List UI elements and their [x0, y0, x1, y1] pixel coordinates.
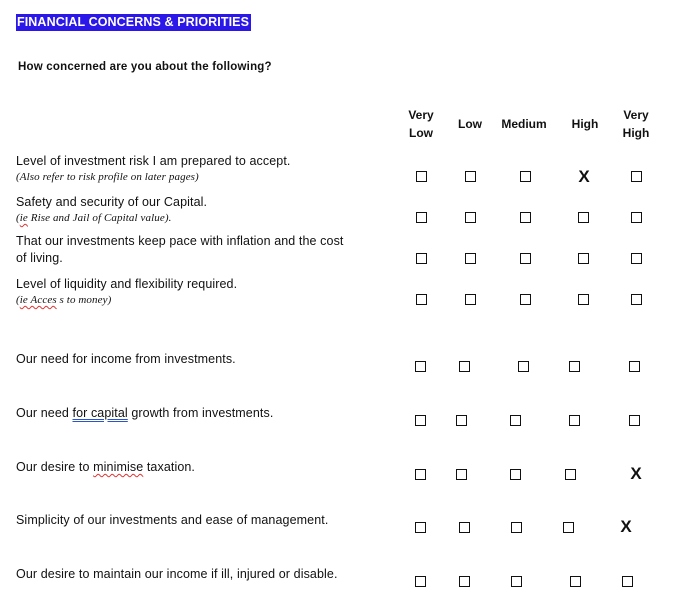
- row-label-part: Our need: [16, 406, 73, 420]
- row-label-text: Level of investment risk I am prepared to accept.: [16, 154, 291, 168]
- row-note: (Also refer to risk profile on later pages): [16, 171, 199, 183]
- row-label-part-spellcheck: minimise: [93, 460, 144, 474]
- checkbox-safety-very-high[interactable]: [631, 212, 642, 223]
- checkbox-income-very-low[interactable]: [415, 361, 426, 372]
- note-ie: ie: [19, 212, 28, 224]
- checkbox-protection-low[interactable]: [459, 576, 470, 587]
- checkbox-risk-low[interactable]: [465, 171, 476, 182]
- row-label-text: Level of liquidity and flexibility required.: [16, 277, 238, 291]
- checkbox-safety-low[interactable]: [465, 212, 476, 223]
- checkbox-liquidity-medium[interactable]: [520, 294, 531, 305]
- row-label-part: taxation.: [143, 460, 195, 474]
- checkbox-inflation-very-low[interactable]: [416, 253, 427, 264]
- row-label-part: Our desire to: [16, 460, 94, 474]
- section-title: FINANCIAL CONCERNS & PRIORITIES: [17, 15, 250, 29]
- note-open-paren: (: [16, 294, 20, 306]
- row-label-text-line2: of living.: [16, 251, 63, 265]
- row-label-liquidity: [16, 276, 237, 307]
- checkbox-liquidity-high[interactable]: [578, 294, 589, 305]
- row-label-taxation: [16, 459, 195, 476]
- row-label-income-protection: Our desire to maintain our income if ill, injured or disable.: [16, 567, 338, 581]
- checkbox-safety-medium[interactable]: [520, 212, 531, 223]
- checkbox-income-high[interactable]: [569, 361, 580, 372]
- checkbox-simplicity-medium[interactable]: [511, 522, 522, 533]
- row-note: [16, 293, 237, 307]
- checkbox-inflation-low[interactable]: [465, 253, 476, 264]
- checkbox-growth-low[interactable]: [456, 415, 467, 426]
- row-label-income: Our need for income from investments.: [16, 352, 236, 366]
- checkbox-simplicity-high[interactable]: [563, 522, 574, 533]
- column-header-line: Low: [409, 126, 433, 140]
- column-header-very-high: [615, 106, 657, 142]
- note-open-paren: (: [16, 212, 20, 224]
- row-label-part-underlined: for capital: [72, 406, 128, 420]
- checkbox-tax-high[interactable]: [565, 469, 576, 480]
- row-note: [16, 211, 207, 225]
- checkbox-tax-low[interactable]: [456, 469, 467, 480]
- note-rest: s to money): [56, 294, 112, 306]
- checkbox-protection-medium[interactable]: [511, 576, 522, 587]
- checkbox-protection-very-high[interactable]: [622, 576, 633, 587]
- column-header-line: Very: [623, 108, 649, 122]
- checkbox-risk-very-high[interactable]: [631, 171, 642, 182]
- checkbox-inflation-high[interactable]: [578, 253, 589, 264]
- row-label-simplicity: Simplicity of our investments and ease of management.: [16, 513, 329, 527]
- checkbox-growth-very-low[interactable]: [415, 415, 426, 426]
- row-label-capital-growth: [16, 405, 273, 422]
- row-label-capital-safety: [16, 194, 207, 225]
- checkbox-risk-medium[interactable]: [520, 171, 531, 182]
- checkbox-simplicity-low[interactable]: [459, 522, 470, 533]
- row-label-part: growth from investments.: [127, 406, 274, 420]
- checkbox-risk-very-low[interactable]: [416, 171, 427, 182]
- column-header-line: High: [622, 126, 650, 140]
- checkbox-liquidity-low[interactable]: [465, 294, 476, 305]
- checkbox-simplicity-very-low[interactable]: [415, 522, 426, 533]
- checkbox-simplicity-very-high-x-mark[interactable]: X: [620, 517, 632, 536]
- checkbox-tax-medium[interactable]: [510, 469, 521, 480]
- question-heading: How concerned are you about the following?: [18, 61, 272, 73]
- checkbox-growth-high[interactable]: [569, 415, 580, 426]
- column-header-low: Low: [458, 117, 482, 131]
- checkbox-liquidity-very-low[interactable]: [416, 294, 427, 305]
- checkbox-safety-very-low[interactable]: [416, 212, 427, 223]
- note-rest: Rise and Jail of Capital value).: [27, 212, 172, 224]
- row-label-inflation: [16, 233, 344, 267]
- column-header-medium: Medium: [501, 117, 547, 131]
- checkbox-liquidity-very-high[interactable]: [631, 294, 642, 305]
- checkbox-inflation-medium[interactable]: [520, 253, 531, 264]
- note-ie: ie Acces: [19, 294, 57, 306]
- checkbox-tax-very-high-x-mark[interactable]: X: [630, 464, 642, 483]
- checkbox-growth-medium[interactable]: [510, 415, 521, 426]
- row-label-investment-risk: [16, 153, 290, 184]
- checkbox-income-very-high[interactable]: [629, 361, 640, 372]
- column-header-very-low: [400, 106, 442, 142]
- checkbox-inflation-very-high[interactable]: [631, 253, 642, 264]
- checkbox-protection-very-low[interactable]: [415, 576, 426, 587]
- checkbox-income-low[interactable]: [459, 361, 470, 372]
- column-header-line: Very: [408, 108, 434, 122]
- checkbox-risk-high-x-mark[interactable]: X: [578, 167, 590, 186]
- checkbox-protection-high[interactable]: [570, 576, 581, 587]
- column-header-high: High: [571, 117, 599, 131]
- row-label-text: That our investments keep pace with inflation and the cost: [16, 234, 344, 248]
- checkbox-safety-high[interactable]: [578, 212, 589, 223]
- checkbox-growth-very-high[interactable]: [629, 415, 640, 426]
- checkbox-tax-very-low[interactable]: [415, 469, 426, 480]
- checkbox-income-medium[interactable]: [518, 361, 529, 372]
- row-label-text: Safety and security of our Capital.: [16, 195, 208, 209]
